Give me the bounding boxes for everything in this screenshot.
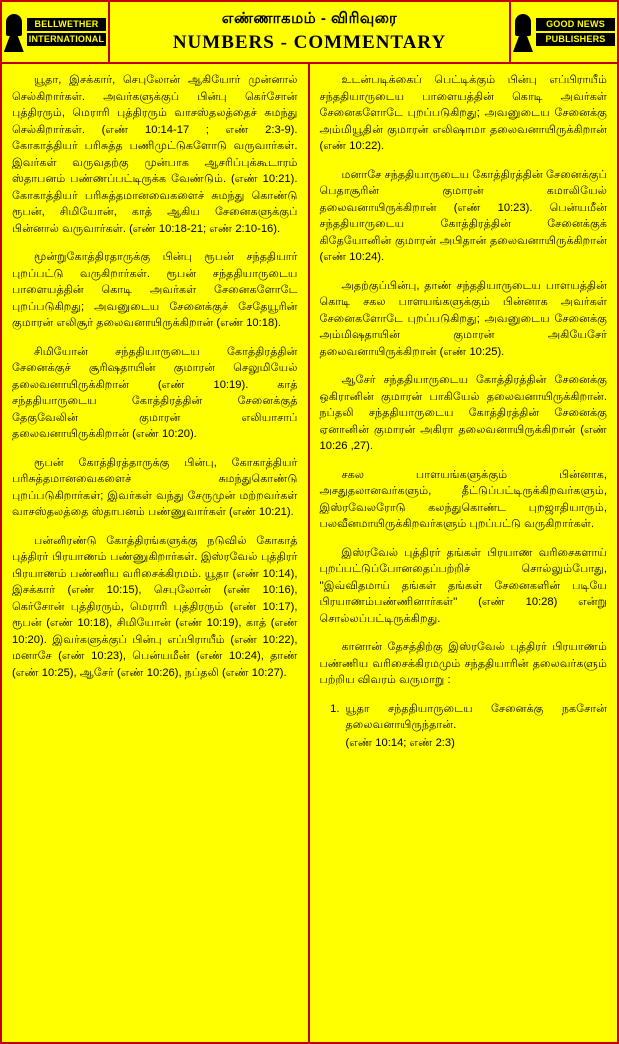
- list-item-number: 1.: [330, 702, 340, 715]
- goodnews-logo-line1: GOOD NEWS: [536, 18, 615, 31]
- paragraph: சிமியோன் சந்ததியாருடைய கோத்திரத்தின் சேனைக்குச் சூரிஷதாயின் குமாரன் செலுமியேல் தலைவனாயிருக்கிறான் (எண் 10:19). காத் சந்ததியாருடைய கோத்திரத்தின் சேனைக்குத் தேகுவேலின் குமாரன் எலியாசாப் தலைவனாயிருக்கிறான் (எண் 10:20).: [12, 345, 298, 440]
- goodnews-logo-line2: PUBLISHERS: [536, 33, 615, 46]
- bellwether-logo-line2: INTERNATIONAL: [28, 34, 105, 44]
- paragraph: உடன்படிக்கைப் பெட்டிக்கும் பின்பு எப்பிராயீம் சந்ததியாருடைய பாளையத்தின் கொடி அவர்கள் சேனைகளோடே புறப்படுகிறது; அவனுடைய சேனைக்கு அம்மியூதின் குமாரன் எலிஷாமா தலைவனாயிருக்கிறான் (எண் 10:22).: [319, 74, 607, 152]
- bell-icon-right: [513, 10, 533, 54]
- paragraph: பன்னிரண்டு கோத்திரங்களுக்கு நடுவில் கோகாத் புத்திரர் பிரயாணம் பண்ணுகிறார்கள். இஸ்ரவேல் புத்திரர் பிரயாணம் பண்ணிய வரிசைக்கிரமம். யூதா (எண் 10:14), இசக்கார் (எண் 10:15), செபுலோன் (எண் 10:16), கெர்சோன் புத்திரரும், மெராரி புத்திரரும் (எண் 10:17), ரூபன் (எண் 10:18), சிமியோன் (எண் 10:19), காத் (எண் 10:20). இவர்களுக்குப் பின்பு எப்பிராயீம் (எண் 10:22), மனாசே (எண் 10:23), பென்யமீன் (எண் 10:24), தாண் (எண் 10:25), ஆசேர் (எண் 10:26), நப்தலி (எண் 10:27).: [12, 534, 298, 679]
- bell-icon: [4, 10, 24, 54]
- paragraph: யூதா, இசக்கார், செபுலோன் ஆகியோர் முன்னால் செல்கிறார்கள். அவர்களுக்குப் பின்பு கெர்சோன் புத்திரரும், மெராரி புத்திரரும் வாசஸ்தலத்தைச் சுமந்து செல்கிறார்கள். (எண் 10:14-17 ; எண் 2:3-9). கோகாத்தியர் பரிசுத்த பணிமுட்டுகளோடு வருவார்கள். இவர்கள் வருவதற்கு முன்பாக ஆசரிப்புக்கூடாரம் ஸ்தாபனம் பண்ணப்பட்டிருக்க வேண்டும். (எண் 10:21). கோகாத்தியர் பரிசுத்தமானவைகளைச் சுமந்து கொண்டு ரூபன், சிமியோன், காத் ஆகிய சேனைகளுக்குப் பின்னால் வருவார்கள். (எண் 10:18-21; எண் 2:10-16).: [12, 74, 298, 235]
- left-column: [2, 64, 310, 1042]
- list-item: [320, 701, 608, 752]
- page-header: [2, 2, 617, 64]
- list-item-reference: (எண் 10:14; எண் 2:3): [345, 736, 455, 749]
- paragraph: இஸ்ரவேல் புத்திரர் தங்கள் பிரயாண வரிசைகளாய் புறப்பட்டுப்போனதைப்பற்றிச் சொல்லும்போது, ''இவ்விதமாய் தங்கள் தங்கள் சேனைகளின் படியே பிரயாணம்பண்ணினார்கள்'' (எண் 10:28) என்று சொல்லப்பட்டிருக்கிறது.: [319, 546, 607, 625]
- paragraph: அதற்குப்பின்பு, தாண் சந்ததியாருடைய பாளயத்தின் கொடி சகல பாளயங்களுக்கும் பின்னாக அவர்கள் சேனைகளோடே புறப்படுகிறது; அவனுடைய சேனைக்கு அம்மிஷதாயின் குமாரன் அகியேசேர் தலைவனாயிருக்கிறான் (எண் 10:25).: [319, 279, 607, 358]
- paragraph: சகல பாளயங்களுக்கும் பின்னாக, அசதுதலானவர்களும், தீட்டுப்பட்டிருக்கிறவர்களும், இஸ்ரவேலரோடு கலந்துகொண்ட புறஜாதியாரும், பலவீனமாயிருக்கிறவர்களும் புறப்பட்டு வருகிறார்கள்.: [319, 468, 607, 530]
- list-item-text: யூதா சந்ததியாருடைய சேனைக்கு நகசோன் தலைவனாயிருந்தான்.: [345, 702, 607, 731]
- title-english: NUMBERS - COMMENTARY: [172, 32, 447, 53]
- paragraph: ரூபன் கோத்திரத்தாருக்கு பின்பு, கோகாத்தியர் பரிசுத்தமானவைகளைச் சுமந்துகொண்டு புறப்படுகிறார்கள்; இவர்கள் வந்து சேருமுன் மற்றவர்கள் வாசஸ்தலத்தை ஸ்தாபனம் பண்ணுவார்கள் (எண் 10:21).: [12, 456, 298, 518]
- paragraph: ஆசேர் சந்ததியாருடைய கோத்திரத்தின் சேனைக்கு ஒகிரானின் குமாரன் பாகியேல் தலைவனாயிருக்கிறான். நப்தலி சந்ததியாருடைய கோத்திரத்தின் சேனைக்கு ஏனானின் குமாரன் அகிரா தலைவனாயிருக்கிறான் (எண் 10:26 ,27).: [319, 374, 607, 452]
- paragraph: மனாசே சந்ததியாருடைய கோத்திரத்தின் சேனைக்குப் பெதாசூரின் குமாரன் கமாலியேல் தலைவனாயிருக்கிறான் (எண் 10:23). பென்யமீன் சந்ததியாருடைய கோத்திரத்தின் சேனைக்குக் கிதேயோனின் குமாரன் அபிதான் தலைவனாயிருக்கிறான் (எண் 10:24).: [319, 168, 607, 263]
- good-news-publishers-logo: [509, 2, 617, 62]
- bellwether-international-logo: [2, 2, 110, 62]
- right-column: [310, 64, 618, 1042]
- bellwether-logo-line1: BELLWETHER: [27, 18, 106, 31]
- paragraph: மூன்றுகோத்திரதாருக்கு பின்பு ரூபன் சந்ததியார் புறப்பட்டு வருகிறார்கள். ரூபன் சந்ததியாருடைய பாளையத்தின் கொடி அவர்கள் சேனைகளோடே புறப்படுகிறது; அவனுடைய சேனைக்குச் சேதேயூரின் குமாரன் எலிசூர் தலைவனாயிருக்கிறான் (எண் 10:18).: [12, 251, 298, 329]
- title-tamil: எண்ணாகமம் - விரிவுரை: [221, 10, 398, 27]
- paragraph: கானான் தேசத்திற்கு இஸ்ரவேல் புத்திரர் பிரயாணம் பண்ணிய வரிசைக்கிரமமும் சந்ததியாரின் தலைவர்களும் பற்றிய விவரம் வருமாறு :: [319, 641, 607, 686]
- page-title: [110, 2, 509, 62]
- body-columns: [2, 64, 617, 1042]
